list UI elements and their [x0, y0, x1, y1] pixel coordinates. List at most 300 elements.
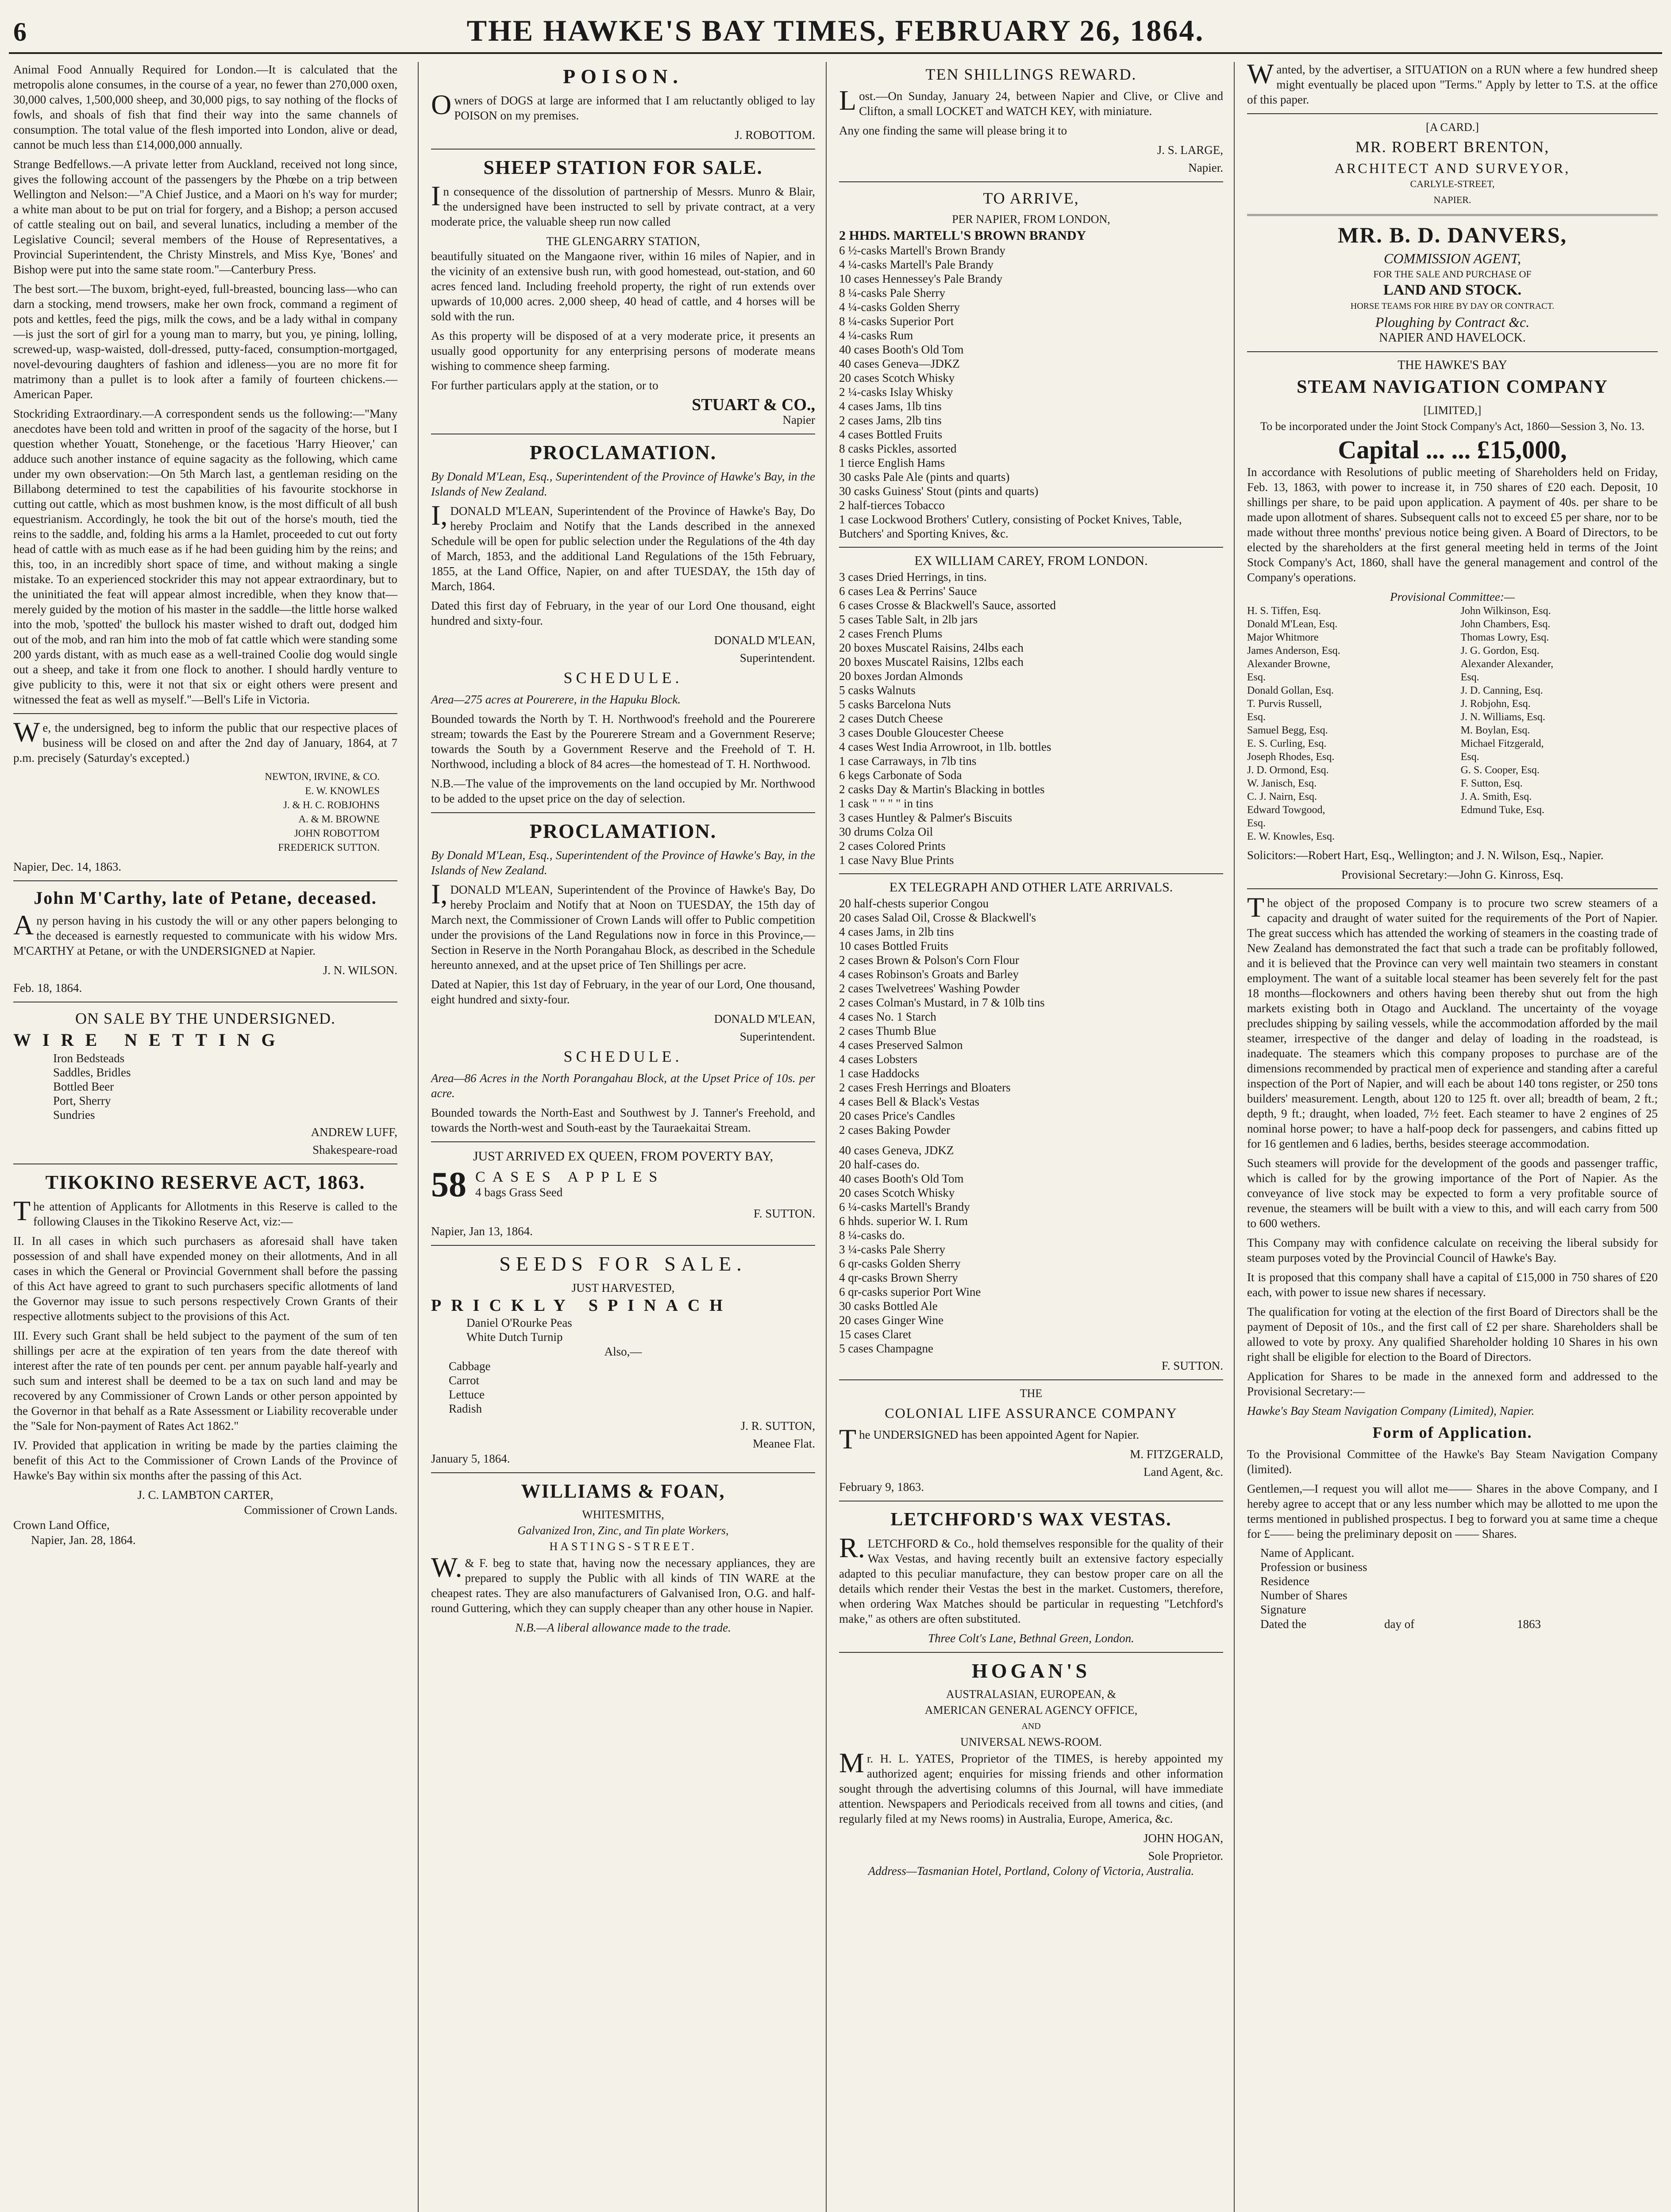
- seeds-place: Meanee Flat.: [753, 1437, 815, 1450]
- reward-place: Napier.: [1188, 161, 1223, 174]
- column-rule: [418, 62, 419, 2212]
- committee-member: M. Boylan, Esq.: [1460, 725, 1530, 736]
- seeds-also: Also,—: [604, 1345, 642, 1358]
- goods-item: 3 ¼-casks Pale Sherry: [839, 1243, 945, 1256]
- mccarthy-signature: J. N. WILSON.: [323, 964, 397, 977]
- page-number: 6: [13, 17, 27, 46]
- committee-member: E. S. Curling, Esq.: [1247, 738, 1327, 749]
- danvers-plough: Ploughing by Contract &c.: [1375, 314, 1530, 330]
- goods-item: 4 cases No. 1 Starch: [839, 1010, 936, 1023]
- carter-place: Crown Land Office,: [13, 1518, 110, 1532]
- goods-item: 10 cases Bottled Fruits: [839, 939, 948, 952]
- goods-item: 1 case Lockwood Brothers' Cutlery, consisting of Pocket Knives, Table, Butchers' and Sporting Knives, &c.: [839, 513, 1182, 540]
- closing-notice: We, the undersigned, beg to inform the public that our respective places of business will be closed on and after the 2nd day of January, 1864, at 7 p.m. precisely (Saturday's excepted.): [13, 716, 397, 764]
- danvers-for: FOR THE SALE AND PURCHASE OF: [1373, 269, 1532, 280]
- stockriding-article: Stockriding Extraordinary.—A correspondent sends us the following:—"Many anecdotes have been told and written in proof of the sagacity of the horse, but I question whether Youatt, Stonehenge, or the facetious 'Harry Hieover,' can adduce such another instance of equine sagacity as the following, which came under my own observation:—On 5th March last, a gentleman residing on the Billabong determined to test the capabilities of his favourite stockhorse in cutting out cattle, which as most bushmen know, is the most difficult of all bush equestrianism. Accordingly, he took the bit out of the horse's mouth, tied the reins to the saddle, and, folding his arms a la Hamlet, proceeded to cut out forty head of cattle with as much ease as if he had been guiding him by the reins; and this, too, in an incredibly short space of time, and without making a single mistake. To an experienced stockrider this may not appear extraordinary, but to the uninitiated the feat will appear almost incredible, when they know that—merely guided by the motion of his master in the saddle—the little horse walked into the mob, 'spotted' the bullock his master wished to draft out, dodged him out of the mob, and ran him into the mob of fat cattle which were standing some 200 yards distant, with as much ease as a well-trained Coolie dog would single out a sheep, and take it from one flock to another. I should hardly venture to give publicity to this, were it not that six or eight others were present and witnessed the feat as well as myself."—Bell's Life in Victoria.: [13, 407, 397, 706]
- goods-item: 8 ¼-casks Pale Sherry: [839, 286, 945, 300]
- goods-item: 40 cases Geneva—JDKZ: [839, 357, 960, 370]
- hogan-sub-1: AUSTRALASIAN, EUROPEAN, &: [946, 1688, 1117, 1701]
- divider: [1247, 351, 1658, 352]
- goods-item: 3 cases Dried Herrings, in tins.: [839, 570, 987, 584]
- williams-foan-street: HASTINGS-STREET.: [549, 1540, 697, 1553]
- divider: [839, 1501, 1223, 1502]
- snc-capital: Capital ... ... £15,000,: [1338, 435, 1567, 464]
- committee-member: Edmund Tuke, Esq.: [1460, 804, 1544, 816]
- form-field-label: Name of Applicant.: [1260, 1546, 1355, 1559]
- reward-body: Lost.—On Sunday, January 24, between Napier and Clive, or Clive and Clifton, a small LOCKET and WATCH KEY, with miniature.: [839, 84, 1223, 118]
- proclamation-1-by: By Donald M'Lean, Esq., Superintendent of the Province of Hawke's Bay, in the Islands of New Zealand.: [431, 470, 815, 498]
- column-4: [1240, 62, 1665, 2212]
- goods-item: 20 boxes Muscatel Raisins, 24lbs each: [839, 641, 1024, 654]
- snc-paragraph-2: Such steamers will provide for the development of the goods and passenger traffic, which is called for by the growing importance of the Port of Napier. As the conveyance of live stock may be expected to form a very profitable source of revenue, the steamers will be built with a view to this, and will each carry from 500 to 600 wethers.: [1247, 1156, 1658, 1230]
- signer: FREDERICK SUTTON.: [278, 842, 380, 853]
- goods-item: 30 casks Pale Ale (pints and quarts): [839, 470, 1010, 484]
- page-title: THE HAWKE'S BAY TIMES, FEBRUARY 26, 1864.: [466, 14, 1205, 47]
- hogan-signature: JOHN HOGAN,: [1144, 1832, 1223, 1845]
- goods-item: 6 qr-casks superior Port Wine: [839, 1285, 981, 1298]
- arrived-date: Napier, Jan 13, 1864.: [431, 1225, 533, 1238]
- hogan-heading: HOGAN'S: [971, 1659, 1091, 1682]
- tikokino-clause-iv: IV. Provided that application in writing be made by the parties claiming the benefit of this Act to the Commissioner of Crown Lands of the Province of Hawke's Bay within six months after the passing of this Act.: [13, 1439, 397, 1482]
- committee-member: J. N. Williams, Esq.: [1460, 711, 1545, 723]
- seed-item: Daniel O'Rourke Peas: [466, 1316, 572, 1329]
- committee-member: Michael Fitzgerald, Esq.: [1460, 738, 1544, 763]
- goods-item: 2 ¼-casks Islay Whisky: [839, 385, 953, 399]
- goods-item: 3 cases Huntley & Palmer's Biscuits: [839, 811, 1013, 824]
- divider: [431, 149, 815, 150]
- committee-member: John Wilkinson, Esq.: [1460, 605, 1551, 617]
- column-3: [832, 62, 1230, 2212]
- goods-item: 20 cases Price's Candles: [839, 1109, 955, 1122]
- goods-item: 2 cases Dutch Cheese: [839, 712, 943, 725]
- snc-the: THE HAWKE'S BAY: [1398, 358, 1507, 372]
- committee-member: J. Robjohn, Esq.: [1460, 698, 1531, 710]
- goods-item: 4 cases West India Arrowroot, in 1lb. bottles: [839, 740, 1051, 753]
- divider: [431, 1141, 815, 1142]
- committee-member: Alexander Alexander, Esq.: [1460, 658, 1554, 683]
- sale-item: Bottled Beer: [53, 1080, 114, 1093]
- colonial-body: The UNDERSIGNED has been appointed Agent for Napier.: [839, 1423, 1139, 1455]
- committee-member: C. J. Nairn, Esq.: [1247, 791, 1317, 803]
- goods-item: 4 cases Bottled Fruits: [839, 428, 943, 441]
- goods-item: 5 cases Table Salt, in 2lb jars: [839, 613, 978, 626]
- column-1: [6, 62, 404, 2212]
- letchford-body: R.LETCHFORD & Co., hold themselves responsible for the quality of their Wax Vestas, and having recently built an extensive factory especially adapted to this peculiar manufacture, they can bestow proper care on all the details which render their Vestas the best in the market. Customers, therefore, when ordering Wax Matches should be particular in requesting "Letchford's make," as others are often substituted.: [839, 1532, 1223, 1625]
- prickly-spinach: PRICKLY SPINACH: [431, 1296, 732, 1315]
- goods-item: 20 boxes Muscatel Raisins, 12lbs each: [839, 655, 1024, 668]
- william-carey-list: [839, 570, 1223, 867]
- committee-member: J. G. Gordon, Esq.: [1460, 645, 1540, 657]
- apples-label: CASES APPLES: [475, 1169, 665, 1185]
- seeds-date: January 5, 1864.: [431, 1452, 510, 1465]
- proclamation-1-dated: Dated this first day of February, in the year of our Lord One thousand, eight hundred and sixty-four.: [431, 599, 815, 627]
- committee-member: Major Whitmore: [1247, 632, 1319, 643]
- divider: [1247, 113, 1658, 114]
- goods-item: 20 cases Scotch Whisky: [839, 371, 955, 384]
- divider: [839, 1652, 1223, 1653]
- sale-item: Saddles, Bridles: [53, 1066, 131, 1079]
- signer: JOHN ROBOTTOM: [294, 828, 380, 839]
- seed-item: White Dutch Turnip: [466, 1330, 563, 1344]
- hogan-body: Mr. H. L. YATES, Proprietor of the TIMES, is hereby appointed my authorized agent; enquiries for missing friends and other information sought through the advertising columns of this Journal, will have immediate attention. Newspapers and Periodicals received from all towns and cities, (and regularly filed at my News rooms) in Australia, Europe, America, &c.: [839, 1747, 1223, 1825]
- goods-item: 2 cases Baking Powder: [839, 1123, 951, 1137]
- committee-member: Thomas Lowry, Esq.: [1460, 632, 1549, 643]
- notice-date: Napier, Dec. 14, 1863.: [13, 860, 122, 873]
- form-to: To the Provisional Committee of the Hawke's Bay Steam Navigation Company (limited).: [1247, 1448, 1658, 1476]
- goods-item: 1 case Navy Blue Prints: [839, 853, 954, 867]
- form-field-label: Residence: [1260, 1575, 1309, 1588]
- colonial-date: February 9, 1863.: [839, 1480, 924, 1494]
- danvers-place: NAPIER AND HAVELOCK.: [1379, 331, 1526, 345]
- to-arrive-list: [839, 243, 1223, 541]
- hogan-sub-2: AMERICAN GENERAL AGENCY OFFICE,: [924, 1704, 1138, 1717]
- proclamation-1-signature: DONALD M'LEAN,: [714, 634, 815, 647]
- committee-member: J. D. Ormond, Esq.: [1247, 764, 1329, 776]
- goods-item: 15 cases Claret: [839, 1328, 912, 1341]
- mccarthy-date: Feb. 18, 1864.: [13, 981, 82, 995]
- committee-member: Edward Towgood, Esq.: [1247, 804, 1325, 829]
- carter-date: Napier, Jan. 28, 1864.: [31, 1533, 136, 1547]
- grass-seed: 4 bags Grass Seed: [475, 1186, 563, 1199]
- danvers-horse: HORSE TEAMS FOR HIRE BY DAY OR CONTRACT.: [1350, 301, 1555, 311]
- divider: [13, 713, 397, 714]
- signer: A. & M. BROWNE: [298, 814, 380, 825]
- sheep-station-offer: As this property will be disposed of at a very moderate price, it presents an usually good opportunity for any enterprising persons of moderate means wishing to commence sheep farming.: [431, 329, 815, 373]
- schedule-1-heading: SCHEDULE.: [563, 669, 683, 687]
- reward-signature: J. S. LARGE,: [1157, 143, 1223, 157]
- poison-body: Owners of DOGS at large are informed that I am reluctantly obliged to lay POISON on my premises.: [431, 89, 815, 122]
- brenton-street: CARLYLE-STREET,: [1410, 178, 1495, 189]
- divider: [431, 812, 815, 813]
- signer: NEWTON, IRVINE, & CO.: [265, 771, 380, 782]
- goods-item: 1 case Haddocks: [839, 1067, 920, 1080]
- best-sort-article: The best sort.—The buxom, bright-eyed, full-breasted, bouncing lass—who can darn a stocking, mend trowsers, make her own frock, command a regiment of pots and kettles, feed the pigs, milk the cows, and be a lady withal in company—is just the sort of girl for a young man to marry, but you, ye pining, lolling, screwed-up, wasp-waisted, doll-dressed, putty-faced, consumption-mortgaged, novel-devouring daughters of fashion and idleness—you are no more fit for matrimony than a pullet is to look after a family of fourteen chickens.—American Paper.: [13, 282, 397, 401]
- goods-item: 2 casks Day & Martin's Blacking in bottles: [839, 783, 1045, 796]
- animal-food-article: Animal Food Annually Required for London.—It is calculated that the metropolis alone consumes, in the course of a year, no fewer than 270,000 oxen, 30,000 calves, 1,500,000 sheep, and 30,000 pigs, to say nothing of the flocks of fowls, and shoals of fish that find their way into the same channels of consumption. The total value of the flesh imported into London, alive or dead, cannot be much less than £14,000,000 annually.: [13, 63, 397, 151]
- colonial-title: Land Agent, &c.: [1144, 1465, 1223, 1479]
- colonial-signature: M. FITZGERALD,: [1130, 1448, 1223, 1461]
- poison-signature: J. ROBOTTOM.: [735, 128, 815, 142]
- form-field-label: Signature: [1260, 1603, 1306, 1616]
- schedule-2-body: Bounded towards the North-East and Southwest by J. Tanner's Freehold, and towards the North-west and South-east by the Tauraekaitai Stream.: [431, 1106, 815, 1134]
- goods-item: 6 kegs Carbonate of Soda: [839, 768, 962, 782]
- goods-item: 4 ¼-casks Rum: [839, 329, 913, 342]
- snc-object: The object of the proposed Company is to procure two screw steamers of a capacity and draught of water suited for the requirements of the Port of Napier. The great success which has attended the working of steamers in the coasting trade of New Zealand has demonstrated the fact that such a trade can be profitably followed, and it is believed that the Province can very well maintain two steamers in constant employment. The want of a suitable local steamer has been severely felt for the past 18 months—flockowners and others having been thereby shut out from the high markets existing both in Otago and Auckland. The uncertainty of the voyage precludes shipping by sailing vessels, while the accommodation afforded by the mail steamer, irrespective of the danger and delay of loading in the roadstead, is inadequate. The steamers which this company proposes to purchase are of the dimensions recommended by practical men of experience and standing after a careful inspection of the Port of Napier, and will each be about 140 tons register, or 250 tons builders' measurement. Length, about 120 to 125 ft. over all; breadth of beam, 2 ft.; depth, 9 ft.; draught, when loaded, 7½ feet. Each steamer to have 2 engines of 25 nominal horse power; to have a half-poop deck for passengers, and cabins fitted up for 16 gentlemen and 6 ladies, berths, besides steerage accommodation.: [1247, 891, 1658, 1150]
- snc-paragraph-3: This Company may with confidence calculate on receiving the liberal subsidy for steam purposes voted by the Provincial Council of Hawke's Bay.: [1247, 1236, 1658, 1264]
- snc-terms: In accordance with Resolutions of public meeting of Shareholders held on Friday, Feb. 13, 1863, with power to increase it, in 750 shares of £20 each. Deposit, 10 shillings per share, to be paid upon application. A payment of 40s. per share to be made upon allotment of shares. Subsequent calls not to exceed £5 per share, nor to be made without three months' previous notice being given. A Board of Directors, to be elected by the shareholders at the first general meeting held in terms of the Joint Stock Company's Act, 1860, shall have the general management and control of the Company's operations.: [1247, 465, 1658, 584]
- apples-count: 58: [431, 1165, 466, 1204]
- arrived-signature: F. SUTTON.: [753, 1207, 815, 1220]
- to-arrive-heading: TO ARRIVE,: [983, 189, 1079, 207]
- goods-item: 3 cases Double Gloucester Cheese: [839, 726, 1004, 739]
- proclamation-1-title: Superintendent.: [739, 651, 815, 664]
- carter-signature: J. C. LAMBTON CARTER,: [137, 1488, 273, 1502]
- goods-item: 1 tierce English Hams: [839, 456, 945, 469]
- committee-member: Donald Gollan, Esq.: [1247, 685, 1334, 696]
- goods-item: 5 cases Champagne: [839, 1342, 933, 1355]
- goods-item: 1 cask " " " " in tins: [839, 797, 933, 810]
- williams-foan-workers: Galvanized Iron, Zinc, and Tin plate Workers,: [517, 1524, 729, 1537]
- goods-item: 4 cases Preserved Salmon: [839, 1038, 963, 1052]
- goods-item: 4 ¼-casks Golden Sherry: [839, 300, 960, 314]
- danvers-land: LAND AND STOCK.: [1383, 282, 1522, 298]
- to-arrive-first: 2 HHDS. MARTELL'S BROWN BRANDY: [839, 228, 1086, 243]
- committee-right: [1461, 604, 1658, 843]
- tikokino-intro: The attention of Applicants for Allotments in this Reserve is called to the following Clauses in the Tikokino Reserve Act, viz:—: [13, 1195, 397, 1228]
- divider: [839, 1379, 1223, 1380]
- form-dated: Dated the: [1260, 1617, 1307, 1631]
- snc-paragraph-4: It is proposed that this company shall have a capital of £15,000 in 750 shares of £20 each, with power to issue new shares if necessary.: [1247, 1271, 1658, 1299]
- committee-member: Donald M'Lean, Esq.: [1247, 618, 1338, 630]
- committee-member: W. Janisch, Esq.: [1247, 778, 1317, 789]
- committee-member: F. Sutton, Esq.: [1460, 778, 1523, 789]
- seed-item: Carrot: [449, 1374, 479, 1387]
- letchford-address: Three Colt's Lane, Bethnal Green, London.: [928, 1632, 1134, 1645]
- tikokino-heading: TIKOKINO RESERVE ACT, 1863.: [45, 1171, 366, 1193]
- sale-item: Sundries: [53, 1108, 95, 1121]
- sheep-station-contact: For further particulars apply at the station, or to: [431, 379, 658, 392]
- goods-item: 20 cases Scotch Whisky: [839, 1186, 955, 1199]
- sale-items: [13, 1051, 397, 1122]
- divider: [1247, 888, 1658, 889]
- committee-member: J. D. Canning, Esq.: [1460, 685, 1543, 696]
- committee-member: Samuel Begg, Esq.: [1247, 725, 1328, 736]
- signers-list: [13, 770, 397, 855]
- reward-body-2: Any one finding the same will please bring it to: [839, 124, 1067, 137]
- goods-item: 40 cases Booth's Old Tom: [839, 343, 964, 356]
- committee-left: [1247, 604, 1444, 843]
- williams-foan-trade: WHITESMITHS,: [582, 1508, 664, 1521]
- goods-item: 20 cases Salad Oil, Crosse & Blackwell's: [839, 911, 1036, 924]
- carter-title: Commissioner of Crown Lands.: [244, 1503, 397, 1517]
- committee-member: H. S. Tiffen, Esq.: [1247, 605, 1321, 617]
- column-rule: [1234, 62, 1235, 2212]
- committee-member: J. A. Smith, Esq.: [1460, 791, 1532, 803]
- divider: [1247, 214, 1658, 216]
- wanted-ad: Wanted, by the advertiser, a SITUATION on a RUN where a few hundred sheep might eventually be placed upon "Terms." Apply by letter to T.S. at the office of this paper.: [1247, 62, 1658, 106]
- form-year: 1863: [1517, 1617, 1541, 1631]
- goods-item: 6 qr-casks Golden Sherry: [839, 1257, 961, 1270]
- goods-item: 2 cases Thumb Blue: [839, 1024, 936, 1037]
- goods-item: 1 case Carraways, in 7lb tins: [839, 754, 977, 768]
- proclamation-2-heading: PROCLAMATION.: [529, 820, 717, 842]
- goods-item: 4 cases Robinson's Groats and Barley: [839, 968, 1019, 981]
- form-body: Gentlemen,—I request you will allot me—— Shares in the above Company, and I hereby agree to accept that or any less number which may be allotted to me upon the terms mentioned in published prospectus. I beg to forward you at same time a cheque for £—— being the preliminary deposit on —— Shares.: [1247, 1482, 1658, 1540]
- williams-foan-nb: N.B.—A liberal allowance made to the trade.: [515, 1621, 731, 1634]
- goods-item: 4 qr-casks Brown Sherry: [839, 1271, 958, 1284]
- telegraph-heading: EX TELEGRAPH AND OTHER LATE ARRIVALS.: [889, 880, 1173, 895]
- snc-heading: STEAM NAVIGATION COMPANY: [1297, 377, 1608, 397]
- seed-item: Lettuce: [449, 1388, 485, 1401]
- sheep-station-heading: SHEEP STATION FOR SALE.: [483, 157, 763, 178]
- snc-secretary: Provisional Secretary:—John G. Kinross, Esq.: [1341, 868, 1563, 881]
- snc-committee-label: Provisional Committee:—: [1390, 590, 1515, 603]
- goods-item: 2 cases Fresh Herrings and Bloaters: [839, 1081, 1011, 1094]
- goods-item: 20 half-chests superior Congou: [839, 897, 989, 910]
- seeds-list-2: [431, 1359, 815, 1416]
- hogan-sub-4: UNIVERSAL NEWS-ROOM.: [960, 1736, 1102, 1748]
- divider: [431, 1245, 815, 1246]
- proclamation-1-heading: PROCLAMATION.: [529, 441, 717, 464]
- colonial-heading: COLONIAL LIFE ASSURANCE COMPANY: [885, 1405, 1178, 1421]
- goods-item: 6 ¼-casks Martell's Brandy: [839, 1200, 970, 1214]
- stuart-place: Napier: [782, 413, 815, 426]
- goods-item: 6 cases Crosse & Blackwell's Sauce, assorted: [839, 599, 1056, 612]
- brenton-place: NAPIER.: [1433, 194, 1471, 205]
- goods-item: 30 casks Bottled Ale: [839, 1299, 938, 1313]
- proclamation-1-body: I,DONALD M'LEAN, Superintendent of the Province of Hawke's Bay, Do hereby Proclaim and Notify that the Lands described in the annexed Schedule will be open for public selection under the Regulations of the 4th day of March, 1853, and the additional Land Regulations of the 15th February, 1855, at the Land Office, Napier, on and after TUESDAY, the 15th day of March, 1864.: [431, 499, 815, 593]
- glengarry-station: THE GLENGARRY STATION,: [546, 234, 700, 248]
- goods-item: 4 cases Bell & Black's Vestas: [839, 1095, 980, 1108]
- seeds-signature: J. R. SUTTON,: [740, 1419, 815, 1432]
- goods-item: 8 ¼-casks Superior Port: [839, 315, 954, 328]
- schedule-2-heading: SCHEDULE.: [563, 1048, 683, 1065]
- card-label: [A CARD.]: [1426, 121, 1479, 134]
- goods-item: 4 cases Jams, in 2lb tins: [839, 925, 954, 938]
- goods-item: 10 cases Hennessey's Pale Brandy: [839, 272, 1003, 285]
- form-heading: Form of Application.: [1372, 1424, 1532, 1441]
- snc-solicitors: Solicitors:—Robert Hart, Esq., Wellington; and J. N. Wilson, Esq., Napier.: [1247, 849, 1604, 862]
- snc-paragraph-6: Application for Shares to be made in the annexed form and addressed to the Provisional Secretary:—: [1247, 1370, 1658, 1398]
- telegraph-list: [839, 896, 1223, 1137]
- committee-member: John Chambers, Esq.: [1460, 618, 1551, 630]
- goods-item: 4 ¼-casks Martell's Pale Brandy: [839, 258, 994, 271]
- snc-paragraph-5: The qualification for voting at the election of the first Board of Directors shall be the payment of Deposit of 10s., and the first call of £2 per share. Shareholders shall be allowed to vote by proxy. Any qualified Shareholder holding 10 Shares in his own right shall be eligible for election to the Board of Directors.: [1247, 1305, 1658, 1363]
- mccarthy-heading: John M'Carthy, late of Petane, deceased.: [34, 888, 377, 908]
- williams-foan-body: W.& F. beg to state that, having now the necessary appliances, they are prepared to supply the Public with all kinds of TIN WARE at the cheapest rates. They are also manufacturers of Galvanised Iron, O.G. and half-round Guttering, which they can supply cheaper than any other house in Napier.: [431, 1551, 815, 1615]
- sale-item: Iron Bedsteads: [53, 1052, 125, 1065]
- goods-item: 30 casks Guiness' Stout (pints and quarts): [839, 484, 1039, 498]
- goods-item: 2 half-tierces Tobacco: [839, 499, 945, 512]
- committee-member: James Anderson, Esq.: [1247, 645, 1340, 657]
- proclamation-2-body: I,DONALD M'LEAN, Superintendent of the Province of Hawke's Bay, Do hereby Proclaim and Notify that at Noon on TUESDAY, the 15th day of March next, the Commissioner of Crown Lands will offer to Public competition under the provisions of the Land Regulations now in force in this Province,—Section in Reserve in the North Porangahau Block, as described in the Schedule hereunto annexed, and at the upset price of Ten Shillings per acre.: [431, 878, 815, 972]
- hogan-sub-3: AND: [1021, 1721, 1041, 1731]
- goods-item: 2 cases French Plums: [839, 627, 943, 640]
- divider: [839, 181, 1223, 182]
- wire-netting-heading: WIRE NETTING: [13, 1030, 287, 1050]
- goods-item: 5 casks Barcelona Nuts: [839, 698, 951, 711]
- seeds-heading: SEEDS FOR SALE.: [499, 1252, 747, 1275]
- williams-foan-heading: WILLIAMS & FOAN,: [521, 1480, 725, 1502]
- brenton-profession: ARCHITECT AND SURVEYOR,: [1334, 160, 1571, 176]
- proclamation-2-title: Superintendent.: [739, 1030, 815, 1043]
- column-2: [424, 62, 822, 2212]
- signer: E. W. KNOWLES: [305, 785, 380, 796]
- colonial-the: THE: [1020, 1387, 1043, 1400]
- goods-item: 5 casks Walnuts: [839, 684, 916, 697]
- reward-heading: TEN SHILLINGS REWARD.: [925, 65, 1137, 83]
- committee-member: G. S. Cooper, Esq.: [1460, 764, 1540, 776]
- seed-item: Cabbage: [449, 1359, 491, 1373]
- goods-item: 4 cases Jams, 1lb tins: [839, 399, 942, 413]
- column-rule: [826, 62, 827, 2212]
- hogan-address: Address—Tasmanian Hotel, Portland, Colony of Victoria, Australia.: [868, 1864, 1194, 1878]
- goods-item: 6 ½-casks Martell's Brown Brandy: [839, 244, 1006, 257]
- committee-member: Joseph Rhodes, Esq.: [1247, 751, 1335, 763]
- divider: [13, 880, 397, 881]
- to-arrive-sub: PER NAPIER, FROM LONDON,: [952, 213, 1110, 226]
- committee-member: T. Purvis Russell, Esq.: [1247, 698, 1322, 723]
- apples-line: [431, 1166, 815, 1203]
- schedule-1-area: Area—275 acres at Pourerere, in the Hapuku Block.: [431, 693, 681, 706]
- mccarthy-body: Any person having in his custody the will or any other papers belonging to the deceased is earnestly requested to communicate with his widow Mrs. M'CARTHY at Petane, or with the UNDERSIGNED at Napier.: [13, 909, 397, 957]
- goods-item: 6 cases Lea & Perrins' Sauce: [839, 584, 977, 598]
- luff-place: Shakespeare-road: [312, 1143, 397, 1156]
- goods-item: 2 cases Jams, 2lb tins: [839, 414, 942, 427]
- seed-item: Radish: [449, 1402, 482, 1415]
- schedule-1-body: Bounded towards the North by T. H. Northwood's freehold and the Pourerere stream; towards the East by the Pourerere Stream and a Government Reserve; towards the South by a Government Reserve and the Freehold of T. H. Northwood, including a block of 84 acres—the homestead of T. H. Northwood.: [431, 712, 815, 771]
- sheep-station-body: In consequence of the dissolution of partnership of Messrs. Munro & Blair, the undersigned have been instructed to sell by private contract, at a very moderate price, the valuable sheep run now called: [431, 180, 815, 228]
- brenton-name: MR. ROBERT BRENTON,: [1355, 138, 1550, 156]
- on-sale-heading: ON SALE BY THE UNDERSIGNED.: [75, 1010, 335, 1027]
- form-dated-line: [1247, 1617, 1658, 1632]
- signer: J. & H. C. ROBJOHNS: [283, 799, 380, 810]
- proclamation-2-by: By Donald M'Lean, Esq., Superintendent of the Province of Hawke's Bay, in the Islands of New Zealand.: [431, 849, 815, 877]
- form-dayof: day of: [1384, 1617, 1415, 1631]
- arrived-heading: JUST ARRIVED EX QUEEN, FROM POVERTY BAY,: [473, 1149, 774, 1164]
- form-fields: [1247, 1546, 1658, 1617]
- sale-item: Port, Sherry: [53, 1094, 111, 1107]
- goods-item: 20 half-cases do.: [839, 1158, 920, 1171]
- poison-heading: POISON.: [563, 65, 683, 88]
- goods-item: 2 cases Twelvetrees' Washing Powder: [839, 982, 1020, 995]
- snc-limited: [LIMITED,]: [1423, 404, 1482, 417]
- snc-incorporated: To be incorporated under the Joint Stock Company's Act, 1860—Session 3, No. 13.: [1260, 420, 1644, 433]
- divider: [839, 873, 1223, 874]
- proclamation-2-signature: DONALD M'LEAN,: [714, 1012, 815, 1025]
- goods-item: 2 cases Brown & Polson's Corn Flour: [839, 953, 1019, 967]
- goods-item: 8 ¼-casks do.: [839, 1229, 905, 1242]
- goods-item: 40 cases Geneva, JDKZ: [839, 1144, 954, 1157]
- goods-item: 8 casks Pickles, assorted: [839, 442, 957, 455]
- letchford-heading: LETCHFORD'S WAX VESTAS.: [890, 1509, 1172, 1530]
- telegraph-list-2: [839, 1143, 1223, 1356]
- goods-item: 2 cases Colman's Mustard, in 7 & 10lb tins: [839, 996, 1045, 1009]
- committee-member: Alexander Browne, Esq.: [1247, 658, 1330, 683]
- luff-signature: ANDREW LUFF,: [311, 1125, 397, 1139]
- divider: [431, 1472, 815, 1473]
- strange-bedfellows-article: Strange Bedfellows.—A private letter from Auckland, received not long since, gives the following account of the passengers by the Phœbe on a trip between Wellington and Nelson:—"A Chief Justice, and a Maori on h's way for murder; a white man about to be put on trial for forgery, and a Bishop; a person accused of cattle stealing out on bail, and several lunatics, including a member of the Legislative Council; several members of the House of Representatives, a Provincial Superintendent, the Christy Minstrels, and Miss Kye, 'Bones' and Bishop were put into the same state room."—Canterbury Press.: [13, 157, 397, 276]
- form-field-label: Profession or business: [1260, 1560, 1367, 1574]
- goods-item: 40 cases Booth's Old Tom: [839, 1172, 964, 1185]
- schedule-1-nb: N.B.—The value of the improvements on the land occupied by Mr. Northwood to be added to the upset price on the day of selection.: [431, 777, 815, 805]
- tikokino-clause-iii: III. Every such Grant shall be held subject to the payment of the sum of ten shillings per acre at the expiration of ten years from the date thereof with interest after the rate of ten pounds per cent. per annum payable half-yearly and such sum and interest shall be deemed to be a tax on such land and may be recovered by any Commissioner of Crown Lands or other person appointed by the Governor in that behalf as a Rate Assessment or Liability recoverable under the "Sale for Non-payment of Rates Act 1862.": [13, 1329, 397, 1432]
- seeds-list-1: [431, 1316, 815, 1344]
- tikokino-clause-ii: II. In all cases in which such purchasers as aforesaid shall have taken possession of and shall have expended money on their allotments, And in all cases in which the General or Provincial Government shall before the passing of this Act have agreed to grant to such purchasers specific allotments of land the Governor may issue to such persons respectively Crown Grants of their respective allotments subject to the provisions of this Act.: [13, 1234, 397, 1323]
- sheep-station-details: beautifully situated on the Mangaone river, within 16 miles of Napier, and in the vicinity of an extensive bush run, with good homestead, out-station, and 60 acres fenced land. Including freehold property, the right of run extends over upwards of 10,000 acres. 2,000 sheep, 40 head of cattle, and 4 horses will be sold with the run.: [431, 250, 815, 323]
- divider: [839, 547, 1223, 548]
- masthead: [9, 8, 1662, 54]
- telegraph-signature: F. SUTTON.: [1161, 1359, 1223, 1372]
- committee-member: E. W. Knowles, Esq.: [1247, 831, 1335, 842]
- william-carey-heading: EX WILLIAM CAREY, FROM LONDON.: [914, 553, 1148, 568]
- committee-list: [1247, 604, 1658, 843]
- goods-item: 20 boxes Jordan Almonds: [839, 669, 963, 683]
- snc-address: Hawke's Bay Steam Navigation Company (Limited), Napier.: [1247, 1404, 1535, 1417]
- goods-item: 20 cases Ginger Wine: [839, 1313, 944, 1327]
- proclamation-2-dated: Dated at Napier, this 1st day of February, in the year of our Lord, One thousand, eight hundred and sixty-four.: [431, 978, 815, 1006]
- danvers-name: MR. B. D. DANVERS,: [1338, 223, 1567, 247]
- stuart-co: STUART & CO.,: [692, 396, 815, 414]
- goods-item: 6 hhds. superior W. I. Rum: [839, 1214, 968, 1228]
- schedule-2-area: Area—86 Acres in the North Porangahau Block, at the Upset Price of 10s. per acre.: [431, 1071, 815, 1100]
- danvers-role: COMMISSION AGENT,: [1384, 250, 1521, 266]
- form-field-label: Number of Shares: [1260, 1589, 1348, 1602]
- hogan-title: Sole Proprietor.: [1148, 1849, 1223, 1863]
- seeds-harvested: JUST HARVESTED,: [571, 1281, 675, 1294]
- goods-item: 30 drums Colza Oil: [839, 825, 933, 838]
- goods-item: 2 cases Colored Prints: [839, 839, 946, 853]
